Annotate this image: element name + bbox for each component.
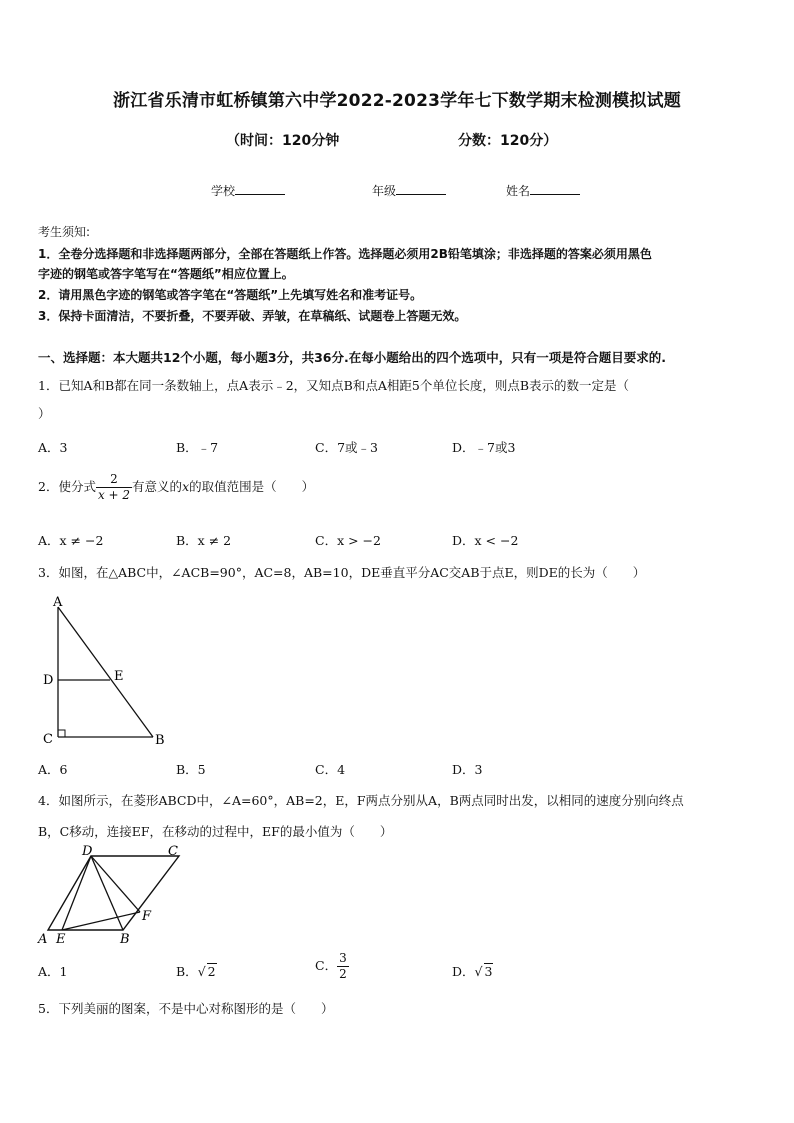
label-d: D: [82, 844, 93, 859]
right-angle-mark: [58, 730, 65, 737]
q1-option-c[interactable]: C．7或﹣3: [315, 440, 378, 455]
q2-var: x: [182, 479, 190, 494]
grade-field: [372, 182, 446, 199]
q2-option-c[interactable]: C．x > −2: [315, 533, 381, 548]
q2-option-b[interactable]: B．x ≠ 2: [176, 533, 232, 548]
q1-option-b[interactable]: B．﹣7: [176, 440, 219, 455]
q5-text: 5．下列美丽的图案，不是中心对称图形的是（ ）: [38, 1001, 334, 1016]
q2-text: [38, 472, 314, 503]
grade-label: 年级: [372, 184, 397, 198]
q2-option-a[interactable]: A．x ≠ −2: [38, 533, 104, 548]
q4-text: 4．如图所示，在菱形ABCD中，∠A=60°，AB=2，E，F两点分别从A，B两点同时出发，以相同的速度分别向终点: [38, 793, 684, 808]
q3-option-a[interactable]: A．6: [38, 762, 68, 777]
label-f: F: [142, 909, 152, 924]
q4-option-c-den: 2: [339, 967, 347, 981]
notice-line-2: 字迹的钢笔或答字笔写在“答题纸”相应位置上。: [38, 267, 294, 281]
school-blank[interactable]: [235, 182, 285, 195]
q4-option-d-prefix: D．: [452, 964, 475, 979]
label-a: A: [53, 595, 63, 610]
grade-blank[interactable]: [396, 182, 446, 195]
q3-triangle-figure: [38, 590, 178, 750]
q3-option-c[interactable]: C．4: [315, 762, 346, 777]
q2-suffix-a: 有意义的: [132, 479, 183, 494]
school-field: [211, 182, 285, 199]
q4-option-c-prefix: C．: [315, 958, 338, 973]
q4-option-c-num: 3: [339, 951, 347, 965]
exam-score: 分数：120分）: [458, 133, 558, 149]
q3-text: 3．如图，在△ABC中，∠ACB=90°，AC=8，AB=10，DE垂直平分AC交AB于点E，则DE的长为（ ）: [38, 565, 646, 580]
section-heading: 一、选择题：本大题共12个小题，每小题3分，共36分.在每小题给出的四个选项中，只有一项是符合题目要求的.: [38, 350, 666, 365]
label-a: A: [38, 932, 48, 947]
q2-suffix-b: 的取值范围是（ ）: [189, 479, 315, 494]
q4-option-a[interactable]: A．1: [38, 964, 68, 979]
q4-option-c-fraction: [337, 951, 349, 982]
q2-frac-num: 2: [110, 472, 118, 486]
q4-option-c[interactable]: [315, 951, 349, 982]
segment-ab: [58, 607, 153, 737]
exam-time: （时间：120分钟: [226, 133, 340, 149]
notice-line-4: 3．保持卡面清洁，不要折叠，不要弄破、弄皱，在草稿纸、试题卷上答题无效。: [38, 309, 467, 323]
notice-line-1: 1．全卷分选择题和非选择题两部分，全部在答题纸上作答。选择题必须用2B铅笔填涂；非选择题的答案必须用黑色: [38, 247, 652, 261]
segment-ef: [62, 912, 140, 930]
rhombus-abcd: [48, 856, 179, 930]
label-d: D: [43, 673, 54, 688]
q3-option-b[interactable]: B．5: [176, 762, 206, 777]
q4-rhombus-figure: [34, 842, 194, 948]
label-e: E: [56, 932, 66, 947]
label-c: C: [168, 844, 178, 859]
name-label: 姓名: [506, 184, 531, 198]
q4-text-cont: B，C移动，连接EF，在移动的过程中，EF的最小值为（ ）: [38, 824, 393, 839]
notice-line-3: 2．请用黑色字迹的钢笔或答字笔在“答题纸”上先填写姓名和准考证号。: [38, 288, 423, 302]
name-blank[interactable]: [530, 182, 580, 195]
q4-option-b-prefix: B．: [176, 964, 198, 979]
q1-option-d[interactable]: D．﹣7或3: [452, 440, 516, 455]
q4-option-d-radicand: 3: [484, 964, 493, 979]
q1-text: 1．已知A和B都在同一条数轴上，点A表示﹣2，又知点B和点A相距5个单位长度，则点B表示的数一定是（: [38, 378, 629, 393]
q4-option-d[interactable]: [452, 962, 493, 980]
q2-frac-den: x + 2: [97, 488, 131, 502]
q1-option-a[interactable]: A．3: [38, 440, 68, 455]
q2-prefix: 2．使分式: [38, 479, 96, 494]
q3-option-d[interactable]: D．3: [452, 762, 483, 777]
label-c: C: [43, 732, 53, 747]
label-b: B: [120, 932, 130, 947]
q4-option-b-radicand: 2: [207, 964, 216, 979]
sqrt-sign: √: [197, 964, 206, 979]
q2-fraction: [96, 472, 132, 503]
name-field: [506, 182, 580, 199]
q1-text-cont: ）: [38, 406, 51, 421]
school-label: 学校: [211, 184, 236, 198]
q4-option-b[interactable]: [176, 962, 217, 980]
notice-heading: 考生须知:: [38, 225, 91, 239]
q2-option-d[interactable]: D．x < −2: [452, 533, 519, 548]
label-e: E: [114, 669, 124, 684]
segment-db: [91, 856, 123, 930]
segment-de: [62, 856, 91, 930]
label-b: B: [155, 733, 165, 748]
sqrt-sign: √: [474, 964, 483, 979]
page-title: 浙江省乐清市虹桥镇第六中学2022-2023学年七下数学期末检测模拟试题: [113, 91, 681, 111]
segment-df: [91, 856, 140, 912]
